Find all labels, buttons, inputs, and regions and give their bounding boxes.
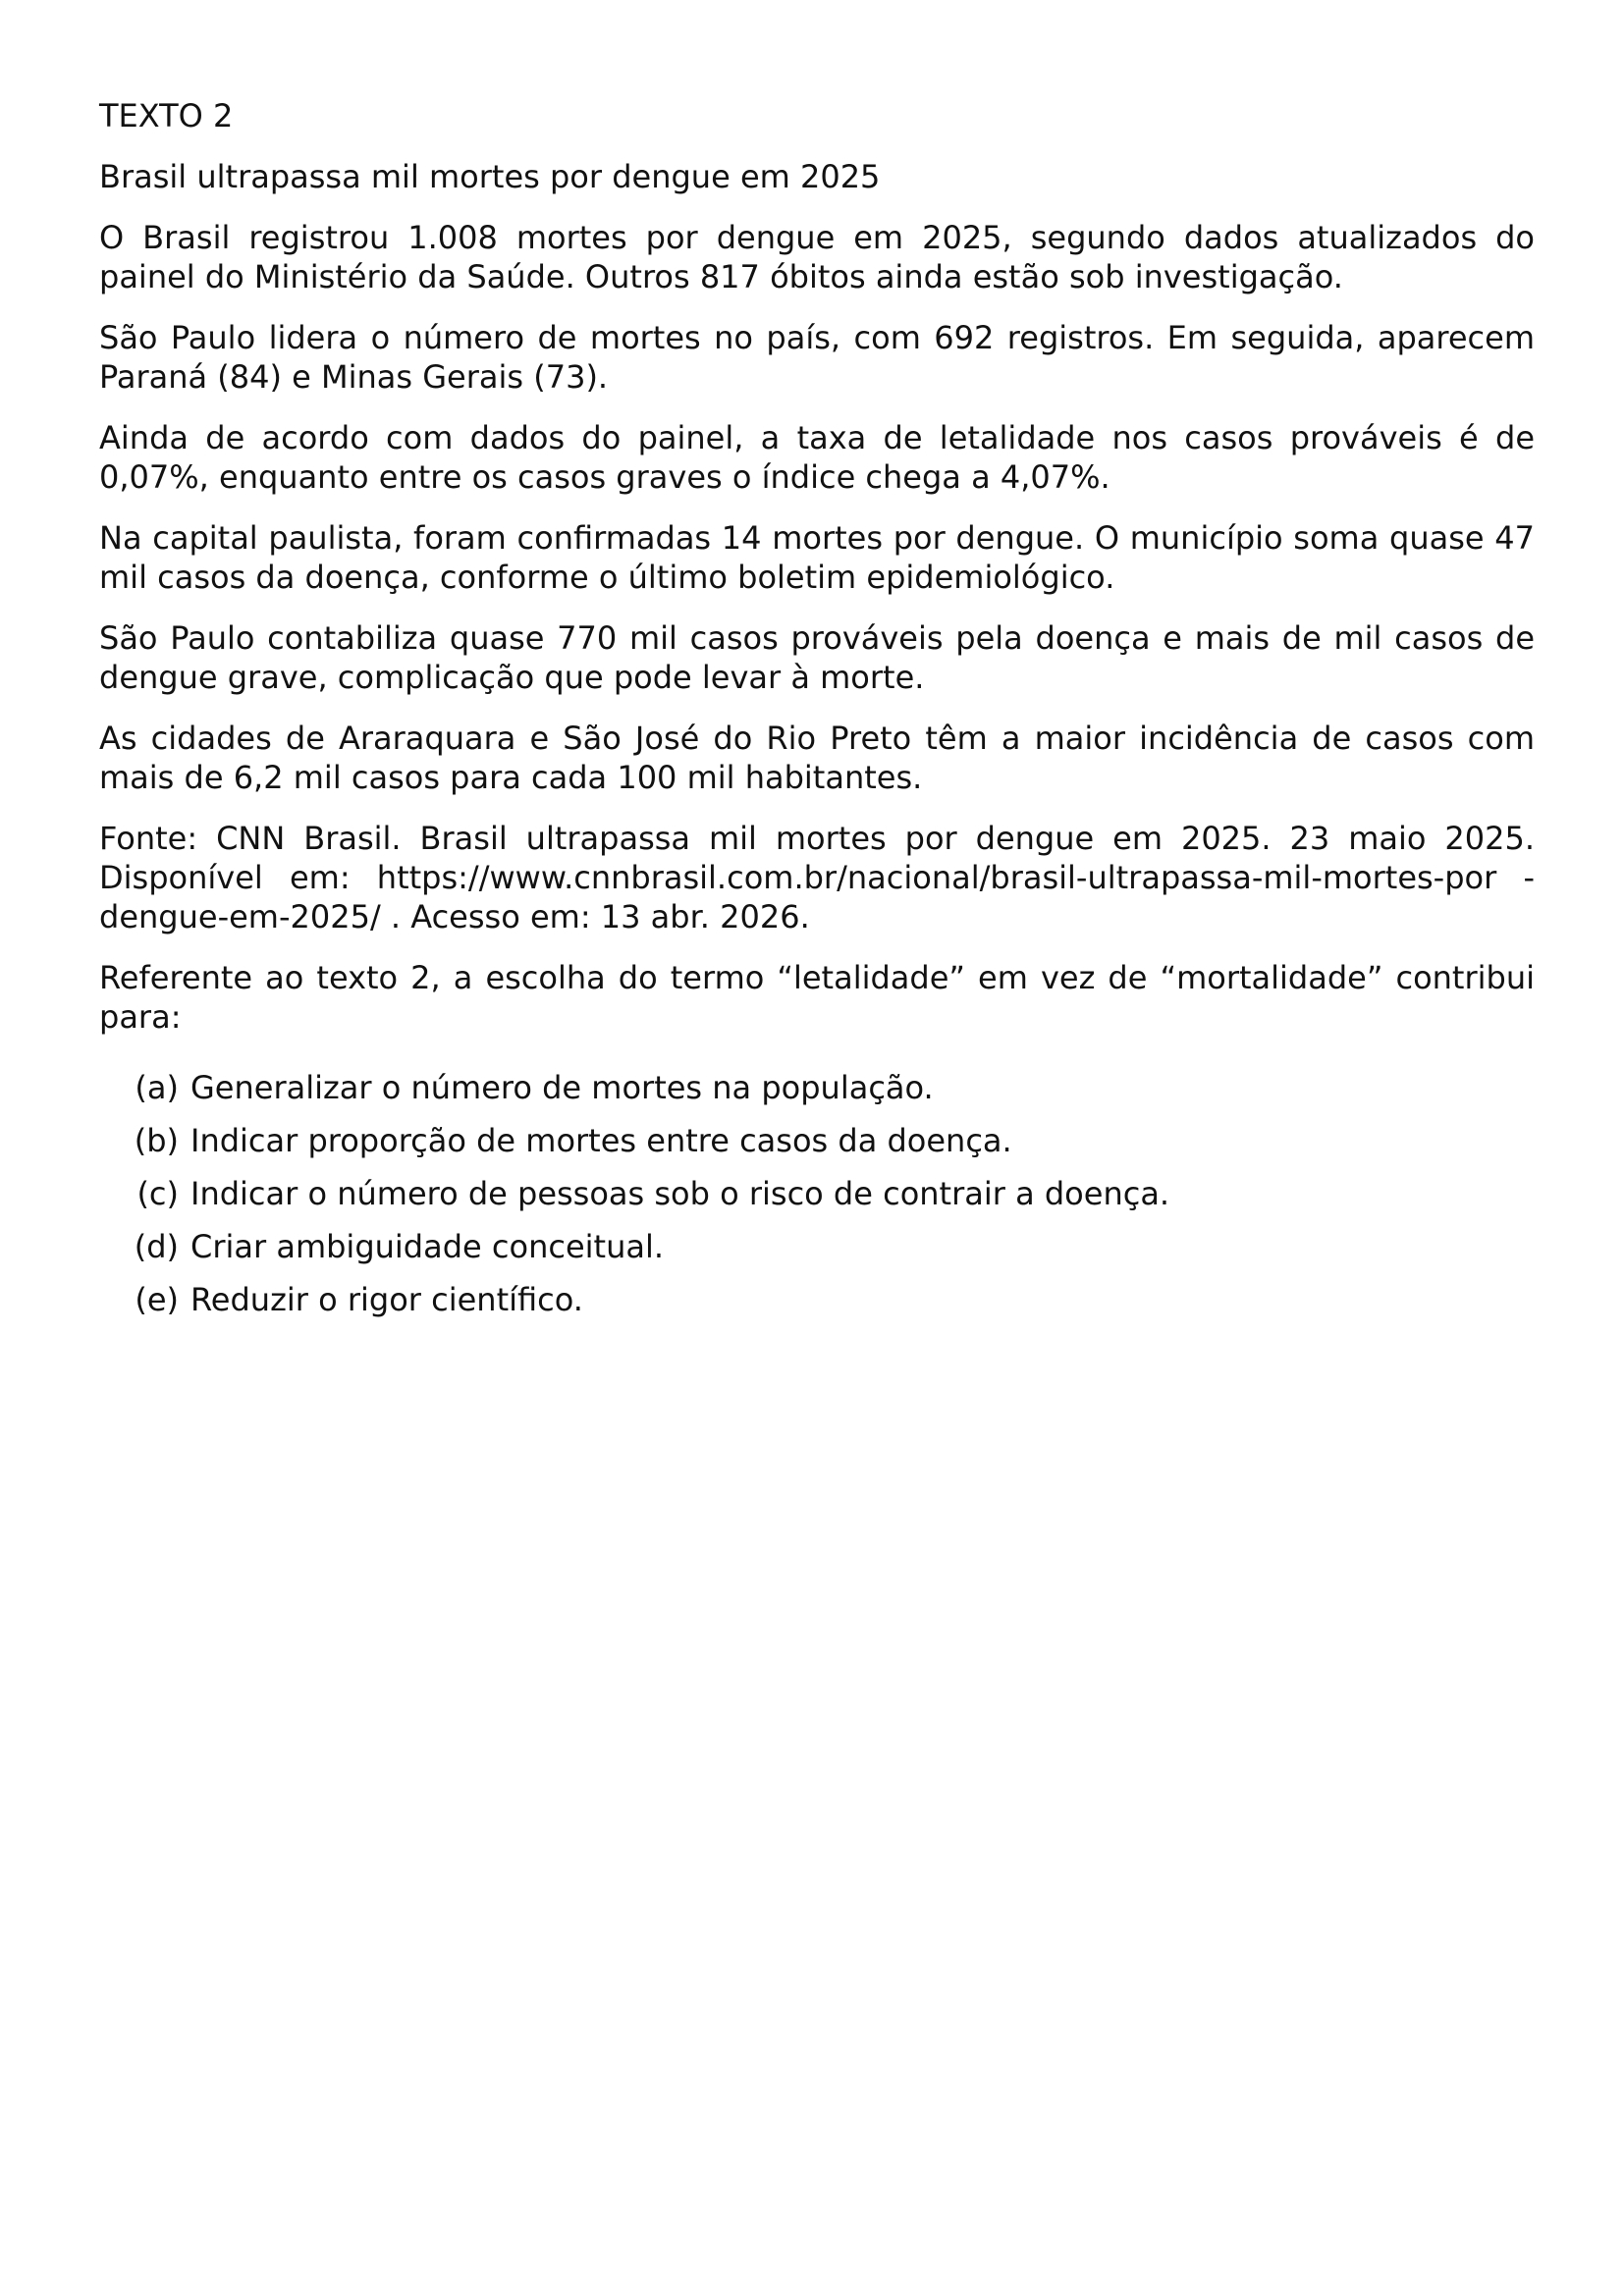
option-text: Reduzir o rigor científico.: [190, 1281, 583, 1318]
paragraph-6: As cidades de Araraquara e São José do Rio Preto têm a maior incidência de casos com mais de 6,2 mil casos para cada 100 mil habitantes.: [99, 720, 1535, 796]
option-d: [99, 1227, 1535, 1266]
headline: Brasil ultrapassa mil mortes por dengue em 2025: [99, 158, 881, 195]
option-letter: (c): [136, 1175, 179, 1212]
option-e: [99, 1280, 1535, 1319]
paragraph-1: O Brasil registrou 1.008 mortes por dengue em 2025, segundo dados atualizados do painel do Ministério da Saúde. Outros 817 óbitos ainda estão sob investigação.: [99, 219, 1535, 295]
option-letter: (d): [134, 1228, 179, 1265]
answer-options: [99, 1068, 1535, 1319]
option-text: Indicar o número de pessoas sob o risco de contrair a doença.: [190, 1175, 1170, 1212]
source-citation: Fonte: CNN Brasil. Brasil ultrapassa mil mortes por dengue em 2025. 23 maio 2025. Disponível em: https://www.cnnbrasil.com.br/nacional/brasil-ultrapassa-mil-mortes-por -dengue-em-2025/ . Acesso em: 13 abr. 2026.: [99, 820, 1535, 935]
option-text: Generalizar o número de mortes na população.: [190, 1069, 934, 1106]
option-letter: (b): [134, 1122, 179, 1159]
option-b: [99, 1121, 1535, 1160]
option-text: Indicar proporção de mortes entre casos da doença.: [190, 1122, 1012, 1159]
option-letter: (a): [135, 1069, 179, 1106]
option-letter: (e): [135, 1281, 179, 1318]
section-label: TEXTO 2: [99, 97, 234, 134]
document-page: [99, 96, 1535, 1333]
paragraph-2: São Paulo lidera o número de mortes no país, com 692 registros. Em seguida, aparecem Paraná (84) e Minas Gerais (73).: [99, 319, 1535, 396]
option-text: Criar ambiguidade conceitual.: [190, 1228, 665, 1265]
paragraph-3: Ainda de acordo com dados do painel, a taxa de letalidade nos casos prováveis é de 0,07%, enquanto entre os casos graves o índice chega a 4,07%.: [99, 419, 1535, 496]
question-text: Referente ao texto 2, a escolha do termo “letalidade” em vez de “mortalidade” contribui para:: [99, 959, 1535, 1036]
option-c: [99, 1174, 1535, 1213]
paragraph-5: São Paulo contabiliza quase 770 mil casos prováveis pela doença e mais de mil casos de dengue grave, complicação que pode levar à morte.: [99, 619, 1535, 696]
paragraph-4: Na capital paulista, foram confirmadas 14 mortes por dengue. O município soma quase 47 mil casos da doença, conforme o último boletim epidemiológico.: [99, 519, 1535, 596]
option-a: [99, 1068, 1535, 1107]
